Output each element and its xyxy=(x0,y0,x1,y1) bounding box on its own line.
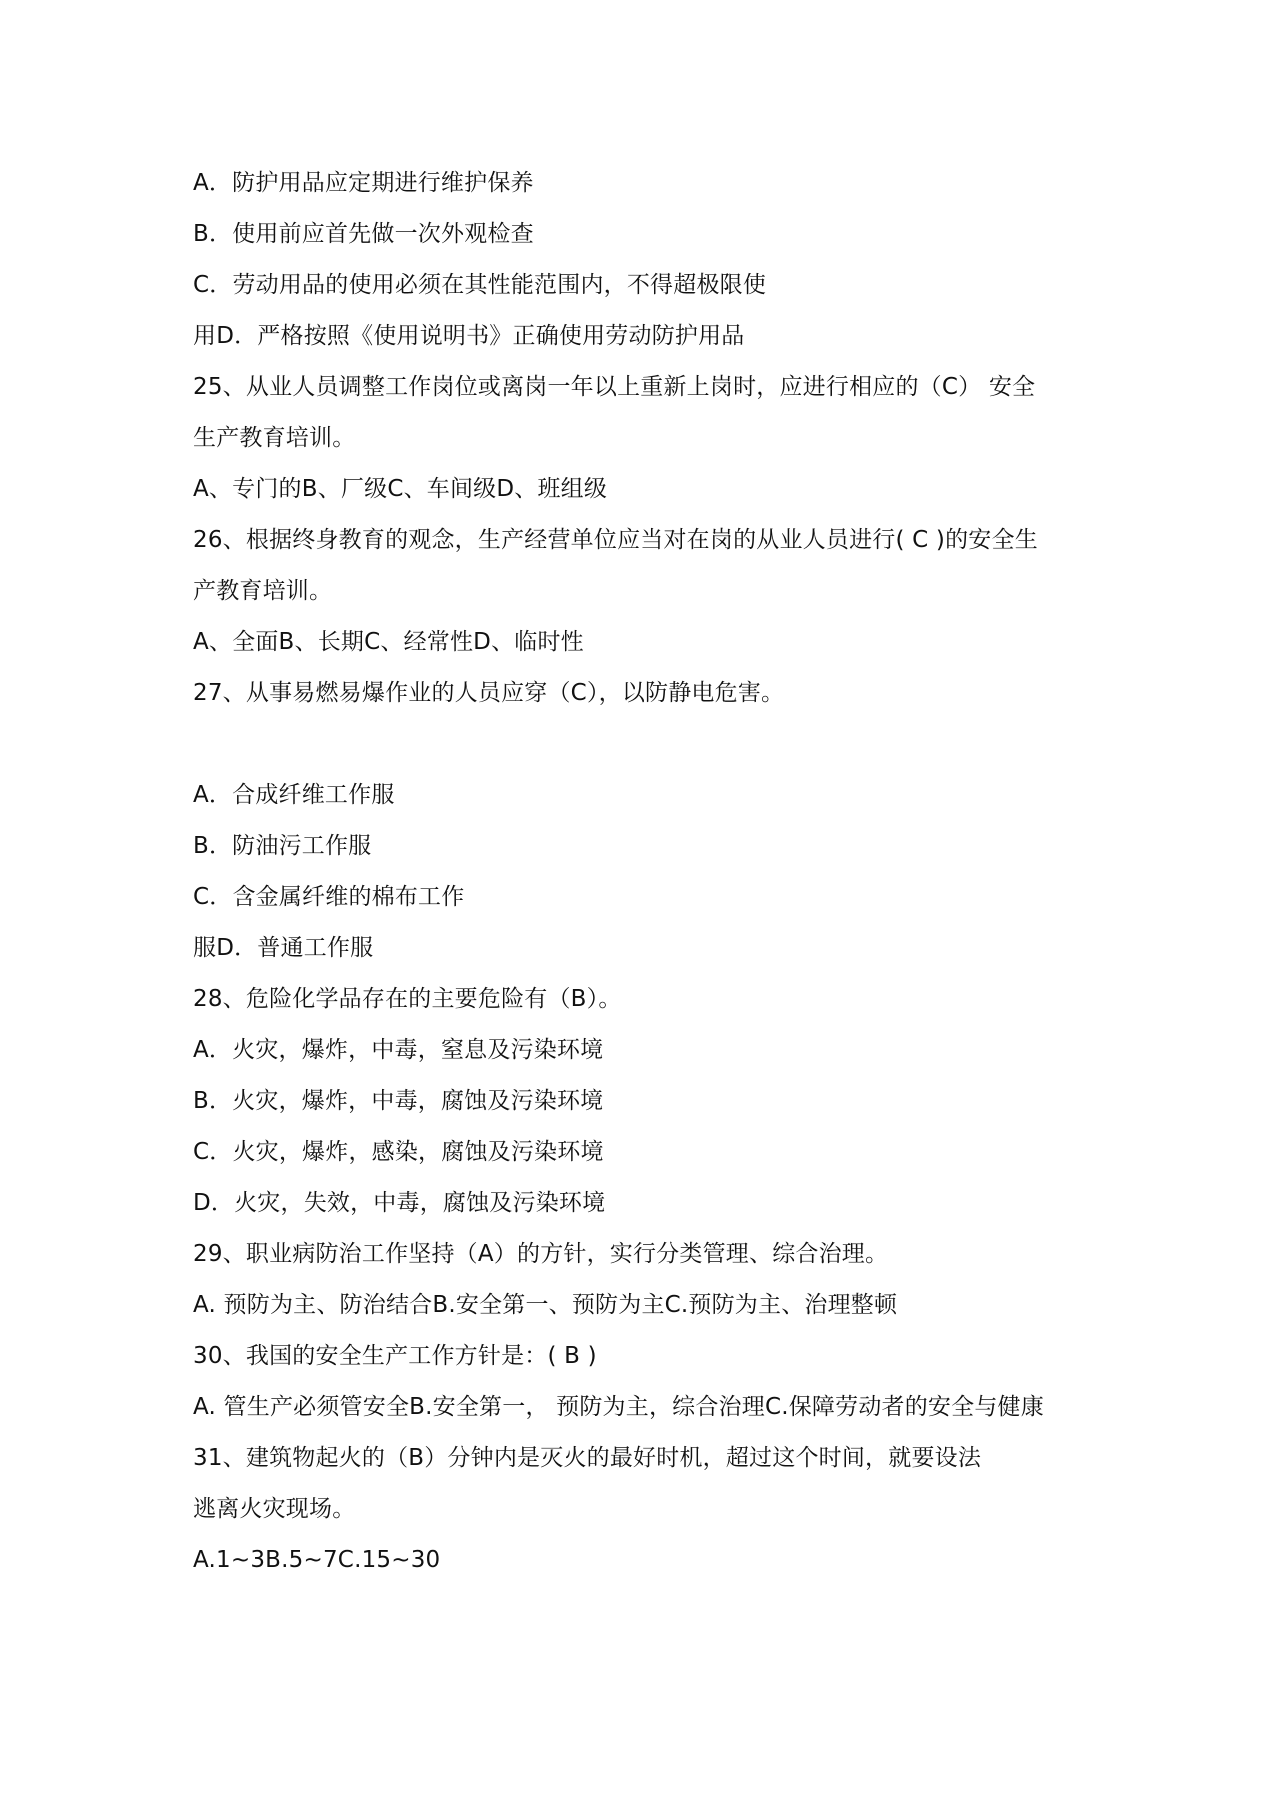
options-29: A. 预防为主、防治结合B.安全第一、预防为主C.预防为主、治理整顿 xyxy=(193,1292,898,1318)
question-25: 25、从业人员调整工作岗位或离岗一年以上重新上岗时，应进行相应的（C） 安全 xyxy=(193,374,1036,400)
options-31: A.1~3B.5~7C.15~30 xyxy=(193,1547,441,1573)
text-line: 生产教育培训。 xyxy=(193,425,356,451)
text-line: 产教育培训。 xyxy=(193,578,333,604)
text-line: 服D．普通工作服 xyxy=(193,935,374,961)
question-28: 28、危险化学品存在的主要危险有（B）。 xyxy=(193,986,622,1012)
text-line: A．防护用品应定期进行维护保养 xyxy=(193,170,534,196)
text-line: 逃离火灾现场。 xyxy=(193,1496,356,1522)
text-line: A．合成纤维工作服 xyxy=(193,782,395,808)
question-29: 29、职业病防治工作坚持（A）的方针，实行分类管理、综合治理。 xyxy=(193,1241,889,1267)
options-25: A、专门的B、厂级C、车间级D、班组级 xyxy=(193,476,608,502)
question-27: 27、从事易燃易爆作业的人员应穿（C），以防静电危害。 xyxy=(193,680,785,706)
options-26: A、全面B、长期C、经常性D、临时性 xyxy=(193,629,584,655)
text-line: B．使用前应首先做一次外观检查 xyxy=(193,221,534,247)
options-30: A. 管生产必须管安全B.安全第一， 预防为主，综合治理C.保障劳动者的安全与健康 xyxy=(193,1394,1044,1420)
text-line: C．火灾，爆炸，感染，腐蚀及污染环境 xyxy=(193,1139,604,1165)
text-line: C．劳动用品的使用必须在其性能范围内，不得超极限使 xyxy=(193,272,767,298)
question-26: 26、根据终身教育的观念，生产经营单位应当对在岗的从业人员进行( C )的安全生 xyxy=(193,527,1038,553)
text-line: D．火灾，失效，中毒，腐蚀及污染环境 xyxy=(193,1190,606,1216)
text-line: B．火灾，爆炸，中毒，腐蚀及污染环境 xyxy=(193,1088,604,1114)
question-30: 30、我国的安全生产工作方针是：( B ) xyxy=(193,1343,597,1369)
text-line: B．防油污工作服 xyxy=(193,833,372,859)
question-31: 31、建筑物起火的（B）分钟内是灭火的最好时机，超过这个时间，就要设法 xyxy=(193,1445,982,1471)
text-line: C．含金属纤维的棉布工作 xyxy=(193,884,465,910)
text-line: A．火灾，爆炸，中毒，窒息及污染环境 xyxy=(193,1037,604,1063)
text-line: 用D．严格按照《使用说明书》正确使用劳动防护用品 xyxy=(193,323,745,349)
